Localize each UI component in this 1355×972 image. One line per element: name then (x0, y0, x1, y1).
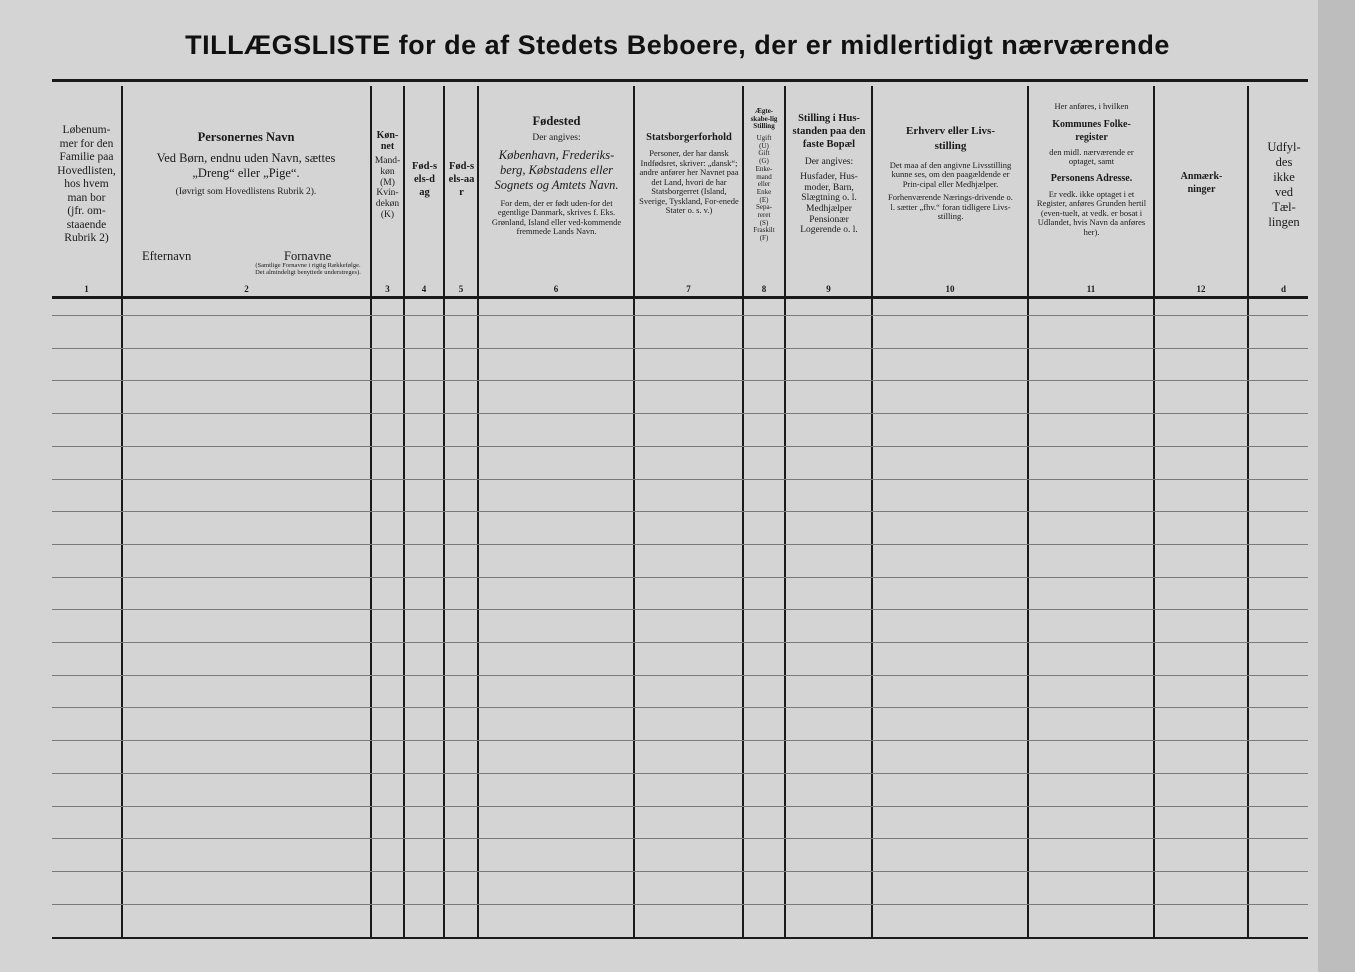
column-number: 2 (244, 284, 249, 294)
header-col-1-line: Familie paa (59, 151, 114, 164)
header-col-8-line: (G) (759, 157, 769, 166)
header-col-9-desc: Husfader, Hus-moder, Barn, Slægtning o. l. Medhjælper Pensionær Logerende o. l. (800, 172, 858, 236)
entry-row-line (52, 479, 1308, 480)
header-col-8-line: Ugift (756, 134, 772, 143)
header-col-d-line: ved (1274, 185, 1294, 199)
column-number: 1 (84, 284, 89, 294)
header-col-10-note: Forhenværende Nærings-drivende o. l. sætter „fhv.“ foran tidligere Livs-stilling. (888, 192, 1013, 222)
entry-row-line (52, 380, 1308, 381)
header-col-6-desc: København, Frederiks-berg, Købstadens eller Sognets og Amtets Navn. (494, 147, 619, 192)
header-col-5 (446, 160, 477, 210)
header-col-1-line: mer for den (59, 137, 114, 150)
header-col-8-line: Sepa- (756, 203, 772, 212)
header-col-8-line: Enke- (755, 164, 773, 173)
entry-row-line (52, 315, 1308, 316)
header-col-8-line: (U) (759, 141, 769, 150)
header-col-9-sub: Der angives: (804, 157, 854, 168)
header-col-1-line: hos hvem (64, 178, 109, 191)
header-col-8 (744, 108, 784, 274)
header-col-2-firstname-note: (Samtlige Fornavne i rigtig Rækkefølge. Det almindeligt benyttede understreges). (255, 262, 361, 276)
form-title: TILLÆGSLISTE for de af Stedets Beboere, der er midlertidigt nærværende (185, 30, 1170, 60)
header-col-12-heading: Anmærk-ninger (1180, 171, 1223, 195)
paper-edge-shadow (1318, 0, 1355, 972)
header-col-5-heading: Fød-sels-aar (448, 161, 475, 199)
header-col-8-line: (E) (759, 195, 769, 204)
header-col-d-line: des (1275, 155, 1293, 169)
header-col-d-line: lingen (1268, 215, 1300, 229)
header-col-10-desc: Det maa af den angivne Livsstilling kunne ses, om den paagældende er Prin-cipal eller Medhjælper. (889, 159, 1012, 189)
top-rule (52, 79, 1308, 82)
header-col-6 (480, 114, 633, 264)
header-col-9 (787, 112, 871, 262)
header-col-d-line: ikke (1273, 170, 1295, 184)
entry-row-line (52, 544, 1308, 545)
header-col-2-note: (Iøvrigt som Hovedlistens Rubrik 2). (175, 187, 317, 197)
header-col-8-line: reret (757, 210, 771, 219)
header-col-6-sub: Der angives: (532, 133, 581, 143)
header-col-d (1250, 140, 1318, 240)
header-col-11 (1030, 102, 1153, 278)
entry-row-line (52, 348, 1308, 349)
header-col-2-surname-label: Efternavn (142, 249, 192, 263)
header-col-1-line: Rubrik 2) (64, 232, 109, 245)
column-number: 5 (458, 284, 464, 294)
column-number: d (1280, 284, 1286, 294)
header-col-2-firstname-label: Fornavne (284, 249, 332, 263)
header-col-8-line: eller (757, 180, 771, 189)
header-col-1-line: staaende (66, 218, 107, 231)
header-col-8-line: (S) (759, 218, 769, 227)
column-number: 12 (1196, 284, 1206, 294)
header-col-8-line: mand (756, 172, 772, 181)
header-col-7-heading: Statsborgerforhold (646, 132, 732, 143)
header-col-d-line: Tæl- (1272, 200, 1296, 214)
column-number: 10 (945, 284, 955, 294)
header-col-3-line: dekøn (375, 198, 400, 209)
header-col-6-note: For dem, der er født uden-for det egentlige Danmark, skrives f. Eks. Grønland, Island eller ved-kommende fremmede Lands Navn. (491, 197, 622, 237)
header-col-11-pre: Her anføres, i hvilken (1054, 102, 1129, 111)
entry-row-line (52, 838, 1308, 839)
entry-row-line (52, 773, 1308, 774)
header-col-11-heading-2: Personens Adresse. (1050, 172, 1133, 184)
header-col-1 (52, 100, 121, 270)
column-number: 9 (826, 284, 831, 294)
header-col-11-note: Er vedk. ikke optaget i et Register, anføres Grunden hertil (even-tuelt, at vedk. er bosat i Udlandet, hvis Navn da anføres her). (1036, 188, 1147, 237)
header-col-8-line: Enke (756, 187, 772, 196)
header-col-8-line: Gift (758, 149, 770, 158)
header-col-4-heading: Fød-sels-dag (411, 161, 438, 199)
header-col-3 (372, 130, 403, 250)
entry-row-line (52, 577, 1308, 578)
header-col-2-heading: Personernes Navn (197, 130, 295, 144)
header-col-6-heading: Fødested (532, 114, 581, 128)
header-col-3-line: Mand- (374, 156, 401, 167)
header-col-1-line: (jfr. om- (67, 205, 106, 218)
header-col-2 (124, 130, 368, 230)
entry-row-line (52, 707, 1308, 708)
header-col-12 (1156, 170, 1247, 210)
header-col-1-line: man bor (67, 191, 106, 204)
entry-row-line (52, 642, 1308, 643)
header-col-3-line: Kvin- (376, 188, 399, 199)
header-col-8-heading: Ægte-skabe-lig Stilling (750, 108, 778, 131)
entry-row-line (52, 413, 1308, 414)
header-col-3-line: (K) (380, 209, 395, 220)
header-col-10 (874, 124, 1027, 264)
header-col-3-line: køn (380, 167, 395, 177)
bottom-rule (52, 937, 1308, 939)
header-col-3-line: (M) (380, 177, 395, 188)
column-number: 6 (553, 284, 559, 294)
column-number: 11 (1086, 284, 1096, 294)
entry-row-line (52, 511, 1308, 512)
entry-row-line (52, 675, 1308, 676)
header-col-1-line: Hovedlisten, (57, 164, 116, 177)
header-col-2-desc: Ved Børn, endnu uden Navn, sættes „Dreng“ eller „Pige“. (156, 151, 336, 180)
column-number: 4 (421, 284, 427, 294)
entry-row-line (52, 446, 1308, 447)
entry-row-line (52, 904, 1308, 905)
entry-row-line (52, 609, 1308, 610)
header-col-8-line: (F) (759, 234, 769, 242)
header-col-11-desc: den midl. nærværende er optaget, samt (1049, 146, 1134, 167)
header-col-11-heading: Kommunes Folke-register (1052, 118, 1131, 143)
header-col-7 (636, 132, 742, 252)
entry-row-line (52, 871, 1308, 872)
header-col-7-desc: Personer, der har dansk Indfødsret, skriver: „dansk“; andre anfører her Navnet paa det Land, hvori de har Statsborgerret (Island, Sverige, Tyskland, For-enede Stater o. s. v.) (639, 148, 739, 216)
header-col-1-line: Løbenum- (62, 123, 111, 136)
column-number: 7 (686, 284, 691, 294)
header-col-4 (406, 160, 443, 210)
header-col-10-heading: Erhverv eller Livs-stilling (906, 125, 995, 153)
header-col-9-heading: Stilling i Hus-standen paa den faste Bopæl (792, 113, 866, 151)
column-number: 8 (761, 284, 767, 294)
entry-row-line (52, 806, 1308, 807)
header-col-8-line: Fraskilt (753, 226, 775, 235)
header-col-3-heading: Køn-net (376, 130, 399, 153)
entry-row-line (52, 740, 1308, 741)
header-col-d-line: Udfyl- (1267, 140, 1301, 154)
column-number: 3 (385, 284, 390, 294)
header-bottom-rule (52, 296, 1308, 299)
